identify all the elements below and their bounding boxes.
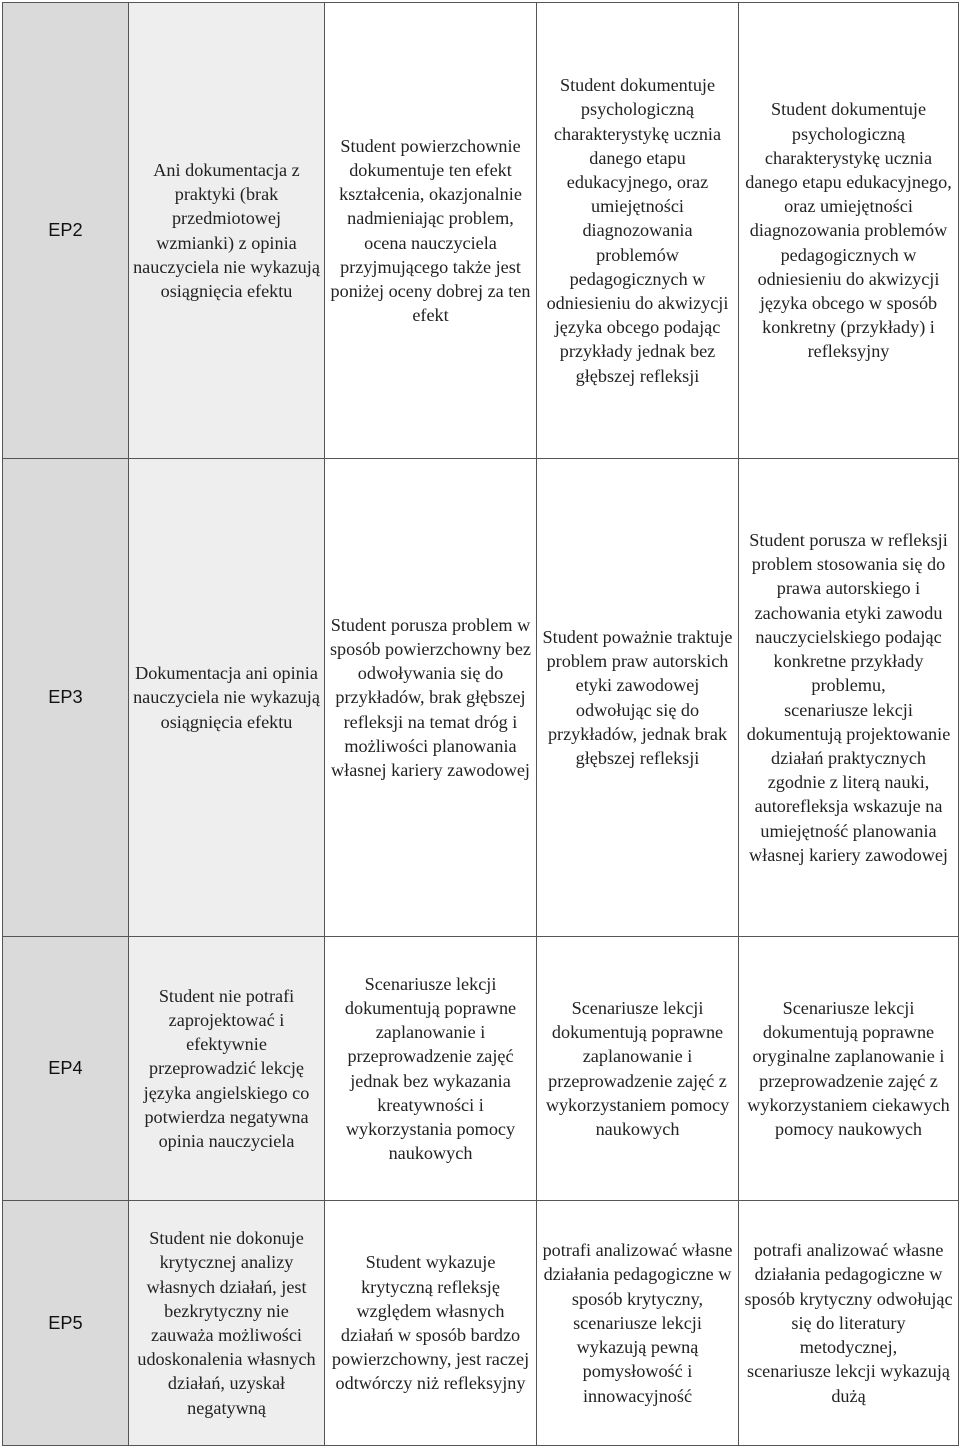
criterion-very-good: Student dokumentuje psychologiczną charakterystykę ucznia danego etapu edukacyjnego, oraz umiejętności diagnozowania problemów pedagogicznych w odniesieniu do akwizycji języka obcego w sposób konkretny (przykłady) i refleksyjny xyxy=(739,3,959,459)
criterion-very-good xyxy=(739,1201,959,1446)
criterion-insufficient: Ani dokumentacja z praktyki (brak przedmiotowej wzmianki) z opinia nauczyciela nie wykazują osiągnięcia efektu xyxy=(129,3,325,459)
criterion-text-part: scenariusze lekcji wykazują dużą xyxy=(747,1361,950,1406)
row-code: EP3 xyxy=(3,459,129,937)
criterion-very-good: Scenariusze lekcji dokumentują poprawne oryginalne zaplanowanie i przeprowadzenie zajęć z wykorzystaniem ciekawych pomocy naukowych xyxy=(739,937,959,1201)
criterion-text-part: potrafi analizować własne działania pedagogiczne w sposób krytyczny, xyxy=(542,1240,733,1309)
row-code: EP4 xyxy=(3,937,129,1201)
criterion-satisfactory: Student powierzchownie dokumentuje ten efekt kształcenia, okazjonalnie nadmieniając problem, ocena nauczyciela przyjmującego także jest poniżej oceny dobrej za ten efekt xyxy=(325,3,537,459)
criterion-good xyxy=(537,1201,739,1446)
criterion-text-part: scenariusze lekcji dokumentują projektowanie działań praktycznych zgodnie z literą nauki, autorefleksja wskazuje na umiejętność planowania własnej kariery zawodowej xyxy=(746,699,951,865)
criterion-insufficient: Dokumentacja ani opinia nauczyciela nie wykazują osiągnięcia efektu xyxy=(129,459,325,937)
rubric-row-ep5 xyxy=(3,1201,959,1446)
rubric-row-ep2 xyxy=(3,3,959,459)
criterion-satisfactory: Scenariusze lekcji dokumentują poprawne zaplanowanie i przeprowadzenie zajęć jednak bez wykazania kreatywności i wykorzystania pomocy naukowych xyxy=(325,937,537,1201)
criterion-very-good xyxy=(739,459,959,937)
row-code: EP2 xyxy=(3,3,129,459)
rubric-row-ep3 xyxy=(3,459,959,937)
criterion-satisfactory: Student porusza problem w sposób powierzchowny bez odwoływania się do przykładów, brak głębszej refleksji na temat dróg i możliwości planowania własnej kariery zawodowej xyxy=(325,459,537,937)
criterion-insufficient: Student nie dokonuje krytycznej analizy własnych działań, jest bezkrytyczny nie zauważa możliwości udoskonalenia własnych działań, uzyskał negatywną xyxy=(129,1201,325,1446)
row-code: EP5 xyxy=(3,1201,129,1446)
criterion-text-part: Student porusza w refleksji problem stosowania się do prawa autorskiego i zachowania etyki zawodu nauczycielskiego podając konkretne przykłady problemu, xyxy=(749,530,948,696)
criterion-text-part: potrafi analizować własne działania pedagogiczne w sposób krytyczny odwołując się do literatury metodycznej, xyxy=(744,1240,953,1358)
criterion-good: Student poważnie traktuje problem praw autorskich etyki zawodowej odwołując się do przykładów, jednak brak głębszej refleksji xyxy=(537,459,739,937)
criterion-insufficient: Student nie potrafi zaprojektować i efektywnie przeprowadzić lekcję języka angielskiego co potwierdza negatywna opinia nauczyciela xyxy=(129,937,325,1201)
assessment-rubric-table xyxy=(2,2,959,1446)
criterion-text-part: scenariusze lekcji wykazują pewną pomysłowość i innowacyjność xyxy=(573,1312,702,1406)
rubric-row-ep4 xyxy=(3,937,959,1201)
criterion-good: Student dokumentuje psychologiczną charakterystykę ucznia danego etapu edukacyjnego, oraz umiejętności diagnozowania problemów pedagogicznych w odniesieniu do akwizycji języka obcego podając przykłady jednak bez głębszej refleksji xyxy=(537,3,739,459)
criterion-satisfactory: Student wykazuje krytyczną refleksję względem własnych działań w sposób bardzo powierzchowny, jest raczej odtwórczy niż refleksyjny xyxy=(325,1201,537,1446)
criterion-good: Scenariusze lekcji dokumentują poprawne zaplanowanie i przeprowadzenie zajęć z wykorzystaniem pomocy naukowych xyxy=(537,937,739,1201)
